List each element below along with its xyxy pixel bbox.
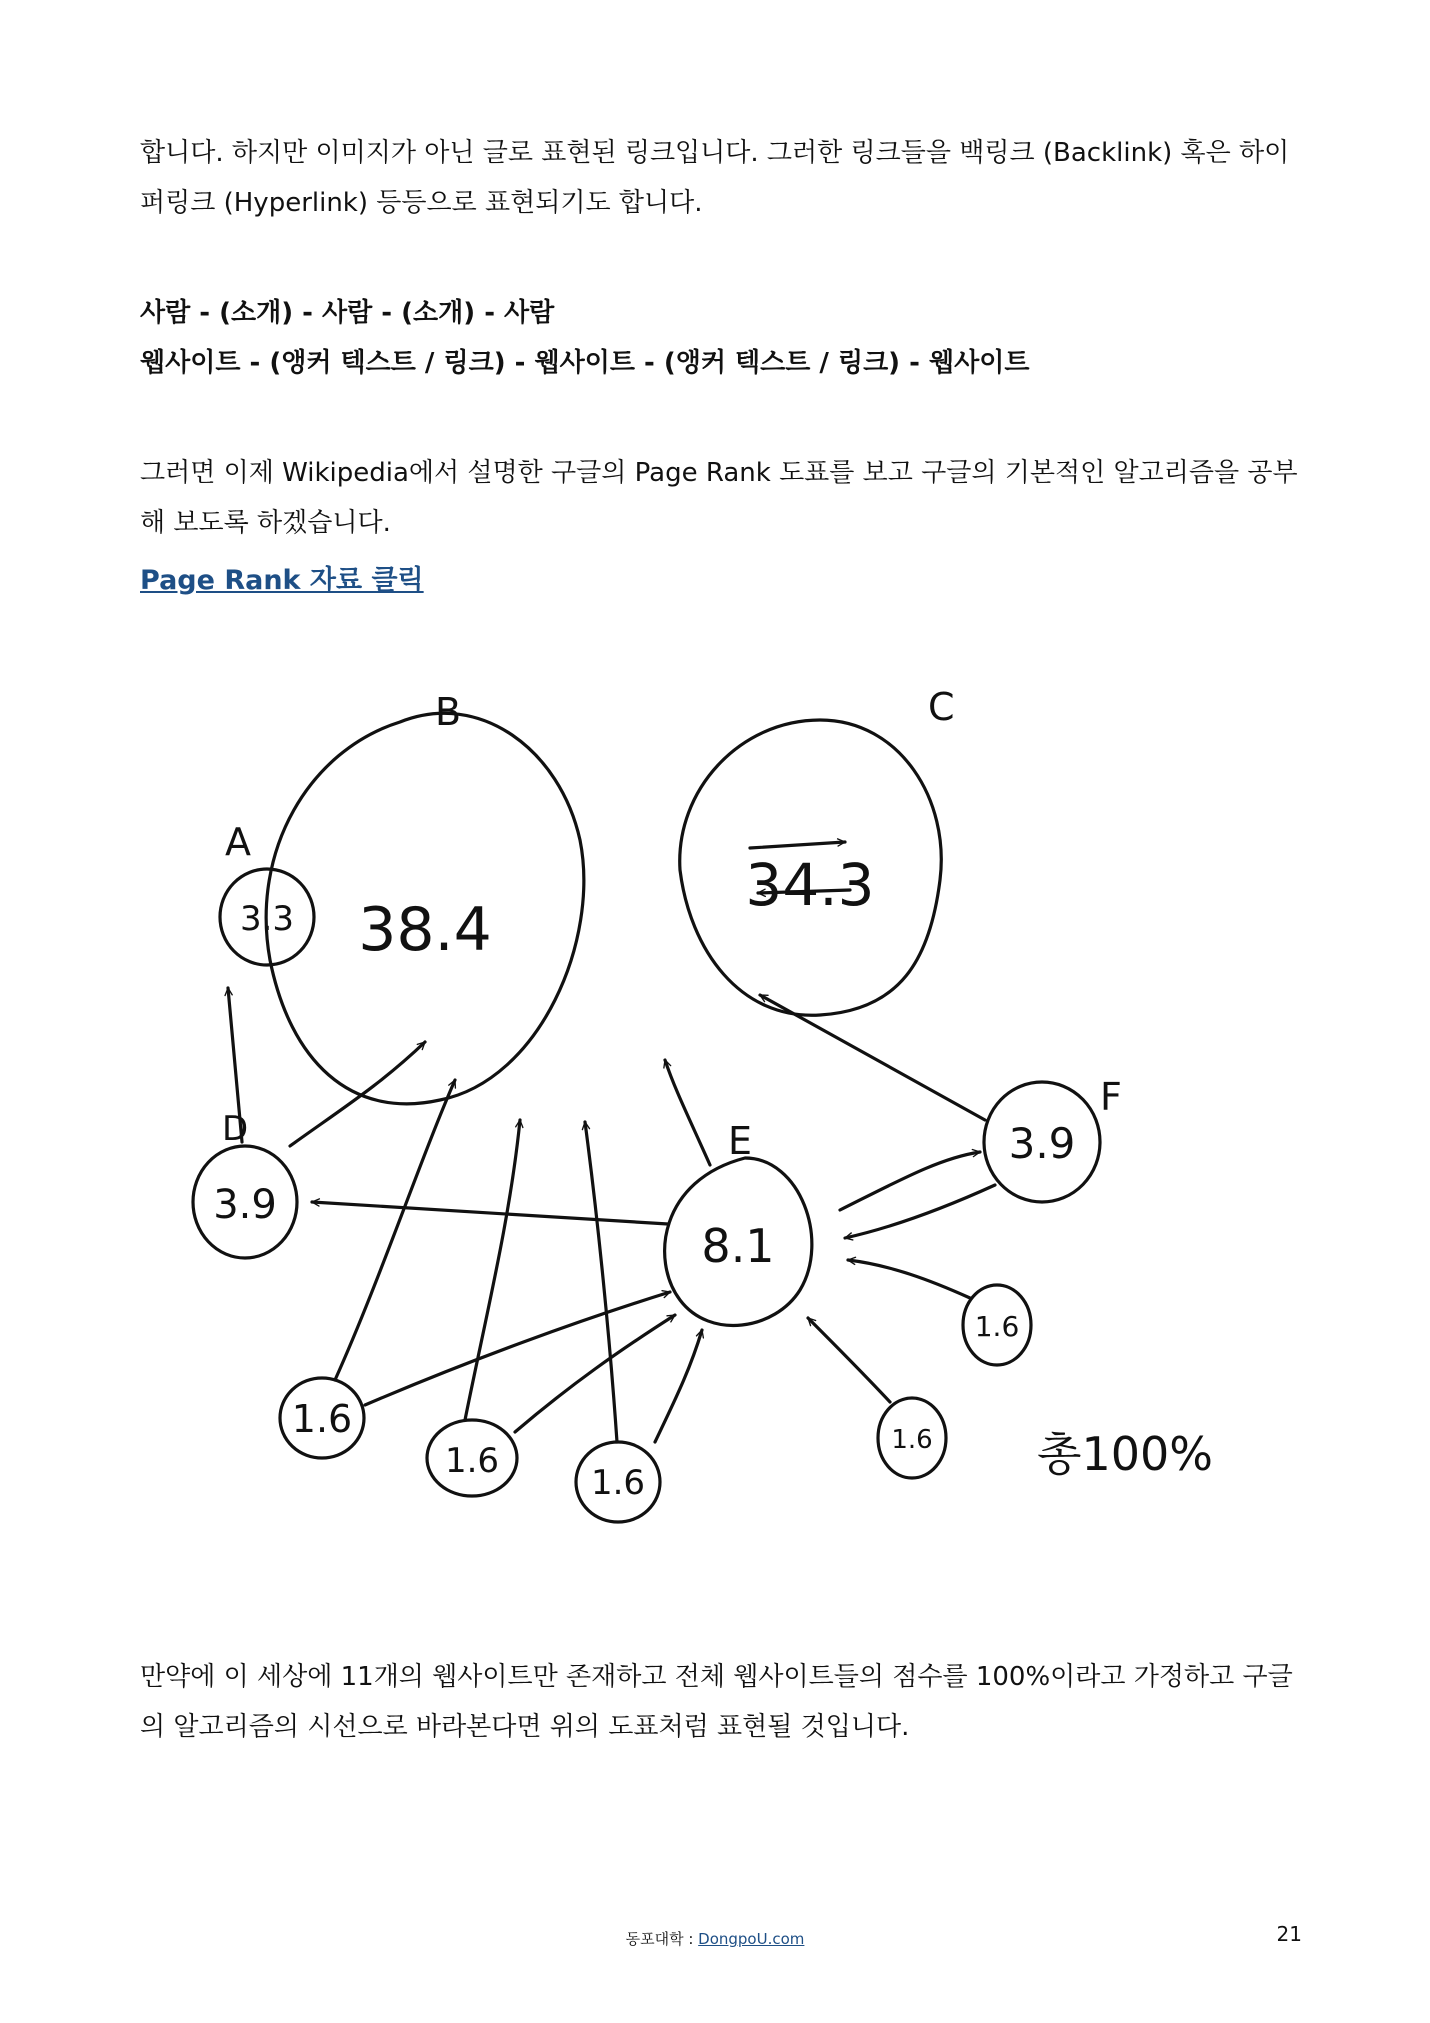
node-c-value: 34.3 [745, 851, 875, 919]
footer-site-name: 동포대학 : [625, 1930, 699, 1948]
intro-line-1: 합니다. 하지만 이미지가 아닌 글로 표현된 링크입니다. 그러한 링크들을 백링크 (Backlink) 혹은 하이 [140, 138, 1290, 168]
pagerank-intro-line-2: 해 보도록 하겠습니다. [140, 508, 391, 538]
analogy-lines [140, 288, 1300, 388]
arrow-g3-to-e [655, 1330, 702, 1442]
pagerank-link[interactable]: Page Rank 자료 클릭 [140, 565, 424, 596]
node-g3-value: 1.6 [590, 1463, 646, 1503]
arrow-e-to-b [665, 1060, 710, 1165]
arrow-g2-to-e [515, 1315, 675, 1432]
pagerank-diagram [180, 680, 1300, 1550]
node-f-value: 3.9 [1008, 1119, 1076, 1168]
arrow-b-to-c [750, 842, 845, 848]
arrow-g5-to-e [848, 1260, 970, 1298]
arrow-g3-to-b [585, 1122, 617, 1442]
node-e-value: 8.1 [701, 1219, 775, 1273]
node-g4-value: 1.6 [891, 1425, 933, 1455]
pagerank-intro-paragraph [140, 448, 1300, 548]
node-a-value: 3.3 [239, 899, 295, 939]
arrow-f-to-b [760, 995, 985, 1120]
analogy-websites: 웹사이트 - (앵커 텍스트 / 링크) - 웹사이트 - (앵커 텍스트 / 링크) - 웹사이트 [140, 348, 1030, 378]
arrow-e-to-d [312, 1202, 668, 1224]
node-a-label: A [225, 820, 251, 864]
conclusion-paragraph [140, 1652, 1300, 1752]
node-f-label: F [1100, 1075, 1122, 1119]
footer-site-link[interactable]: DongpoU.com [698, 1930, 805, 1948]
arrow-f-to-e [845, 1185, 995, 1238]
node-b-value: 38.4 [358, 895, 492, 965]
node-d-value: 3.9 [213, 1182, 277, 1228]
arrow-g1-to-b [335, 1080, 455, 1380]
pagerank-intro-line-1: 그러면 이제 Wikipedia에서 설명한 구글의 Page Rank 도표를 보고 구글의 기본적인 알고리즘을 공부 [140, 458, 1298, 488]
node-c-label: C [928, 685, 955, 729]
footer-site [0, 1928, 1430, 1949]
node-g1-value: 1.6 [291, 1397, 353, 1441]
conclusion-line-2: 의 알고리즘의 시선으로 바라본다면 위의 도표처럼 표현될 것입니다. [140, 1712, 910, 1742]
intro-paragraph [140, 128, 1300, 228]
analogy-people: 사람 - (소개) - 사람 - (소개) - 사람 [140, 298, 555, 328]
conclusion-line-1: 만약에 이 세상에 11개의 웹사이트만 존재하고 전체 웹사이트들의 점수를 100%이라고 가정하고 구글 [140, 1662, 1293, 1692]
node-b-label: B [435, 690, 462, 734]
intro-line-2: 퍼링크 (Hyperlink) 등등으로 표현되기도 합니다. [140, 188, 703, 218]
page-number: 21 [1276, 1922, 1302, 1946]
total-note: 총100% [1037, 1427, 1213, 1481]
node-g5-value: 1.6 [974, 1310, 1020, 1343]
node-g2-value: 1.6 [444, 1441, 500, 1481]
arrow-g4-to-e [808, 1318, 890, 1402]
node-d-label: D [222, 1109, 249, 1149]
arrow-g2-to-b [465, 1120, 520, 1420]
node-e-label: E [728, 1119, 753, 1163]
